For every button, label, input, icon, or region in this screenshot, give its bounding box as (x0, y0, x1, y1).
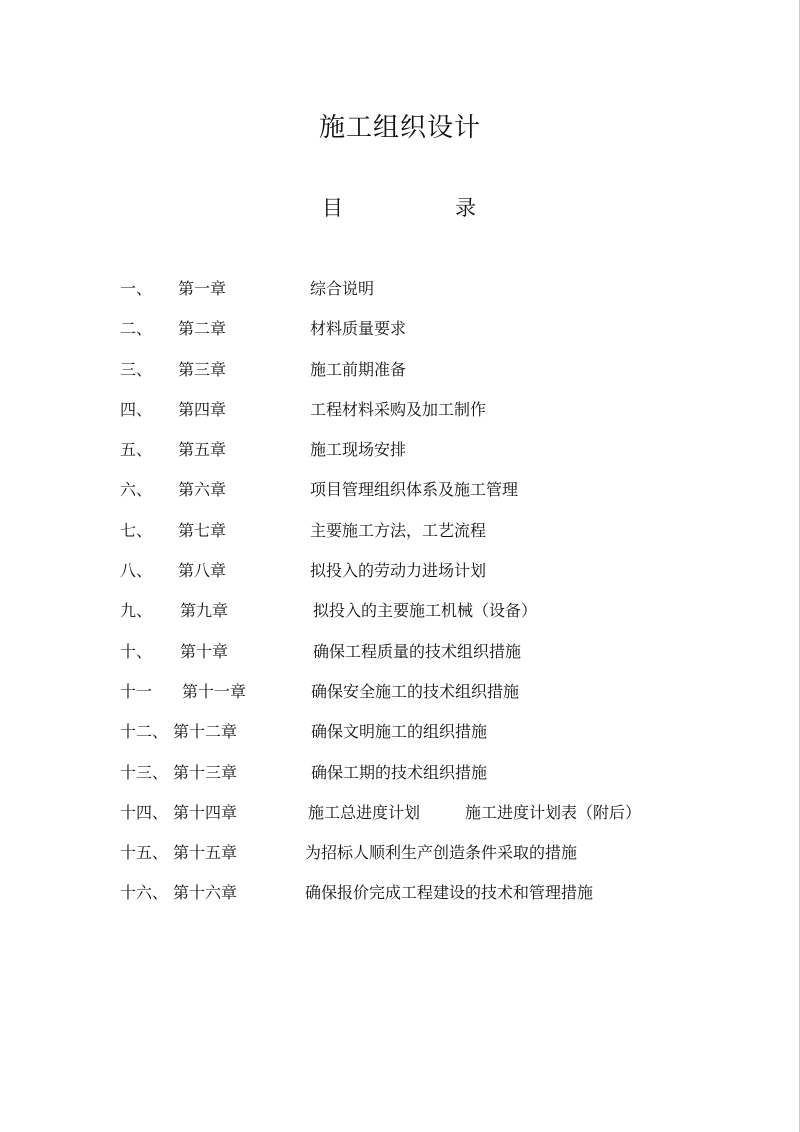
toc-entry (0, 681, 800, 721)
toc-entry-chapter: 第五章 (178, 440, 227, 460)
toc-entry-title: 为招标人顺利生产创造条件采取的措施 (305, 843, 578, 863)
toc-entry (0, 842, 800, 882)
toc-entry-title: 工程材料采购及加工制作 (310, 399, 487, 419)
toc-entry-number: 十一 (120, 681, 153, 701)
toc-entry (0, 560, 800, 600)
toc-entry-number: 一、 (120, 279, 153, 298)
toc-entry-number: 十三、 (120, 762, 169, 782)
toc-entry-title: 确保工程质量的技术组织措施 (313, 641, 522, 661)
toc-entry (0, 278, 800, 318)
toc-entry (0, 479, 800, 519)
toc-entry-title: 综合说明 (310, 279, 375, 298)
toc-entry-title: 确保安全施工的技术组织措施 (311, 681, 520, 701)
toc-entry-number: 九、 (120, 601, 153, 621)
toc-entry-number: 二、 (120, 319, 153, 339)
toc-entry-title: 拟投入的主要施工机械（设备） (313, 601, 538, 621)
toc-entry-chapter: 第十六章 (173, 883, 238, 903)
toc-entry (0, 641, 800, 681)
toc-entry-note: 施工进度计划表（附后） (465, 802, 642, 822)
table-of-contents (0, 278, 800, 923)
toc-entry (0, 359, 800, 399)
toc-entry (0, 802, 800, 842)
toc-entry-chapter: 第十二章 (173, 722, 238, 742)
toc-entry-chapter: 第四章 (178, 399, 227, 419)
toc-entry-number: 三、 (120, 359, 153, 379)
toc-entry-number: 十二、 (120, 722, 169, 742)
toc-entry (0, 439, 800, 479)
toc-entry-title: 确保文明施工的组织措施 (311, 722, 488, 742)
toc-entry-title: 确保报价完成工程建设的技术和管理措施 (305, 883, 594, 903)
toc-entry-number: 五、 (120, 440, 153, 460)
document-title: 施工组织设计 (318, 113, 481, 143)
toc-entry (0, 399, 800, 439)
toc-entry-title: 施工现场安排 (310, 440, 407, 460)
toc-entry-title: 确保工期的技术组织措施 (311, 762, 488, 782)
toc-heading-left: 目 (322, 196, 343, 220)
toc-entry-number: 四、 (120, 399, 153, 419)
toc-entry-chapter: 第一章 (178, 279, 227, 298)
toc-entry-chapter: 第十三章 (173, 762, 238, 782)
toc-entry-number: 七、 (120, 520, 153, 540)
toc-entry (0, 721, 800, 761)
toc-entry-chapter: 第十章 (180, 641, 229, 661)
toc-entry (0, 520, 800, 560)
toc-entry-chapter: 第六章 (178, 480, 227, 500)
toc-entry-chapter: 第七章 (178, 520, 227, 540)
toc-entry-title: 施工总进度计划 (308, 802, 421, 822)
toc-heading-right: 录 (455, 196, 476, 220)
toc-entry-title: 主要施工方法，工艺流程 (310, 520, 487, 540)
toc-entry-chapter: 第十一章 (182, 681, 247, 701)
toc-entry-number: 十四、 (120, 802, 169, 822)
toc-entry-title: 项目管理组织体系及施工管理 (310, 480, 519, 500)
toc-entry (0, 762, 800, 802)
toc-entry-chapter: 第三章 (178, 359, 227, 379)
toc-entry-chapter: 第十五章 (173, 843, 238, 863)
toc-entry-chapter: 第八章 (178, 561, 227, 581)
toc-entry-number: 十六、 (120, 883, 169, 903)
toc-entry-number: 十、 (120, 641, 153, 661)
toc-entry-number: 六、 (120, 480, 153, 500)
toc-entry-number: 八、 (120, 561, 153, 581)
toc-entry (0, 318, 800, 358)
toc-entry-chapter: 第二章 (178, 319, 227, 339)
toc-entry-title: 拟投入的劳动力进场计划 (310, 561, 487, 581)
toc-heading (0, 192, 800, 222)
toc-entry-chapter: 第九章 (180, 601, 229, 621)
toc-entry-title: 材料质量要求 (310, 319, 407, 339)
toc-entry-chapter: 第十四章 (173, 802, 238, 822)
toc-entry-title: 施工前期准备 (310, 359, 407, 379)
toc-entry (0, 600, 800, 640)
toc-entry-number: 十五、 (120, 843, 169, 863)
toc-entry (0, 882, 800, 922)
